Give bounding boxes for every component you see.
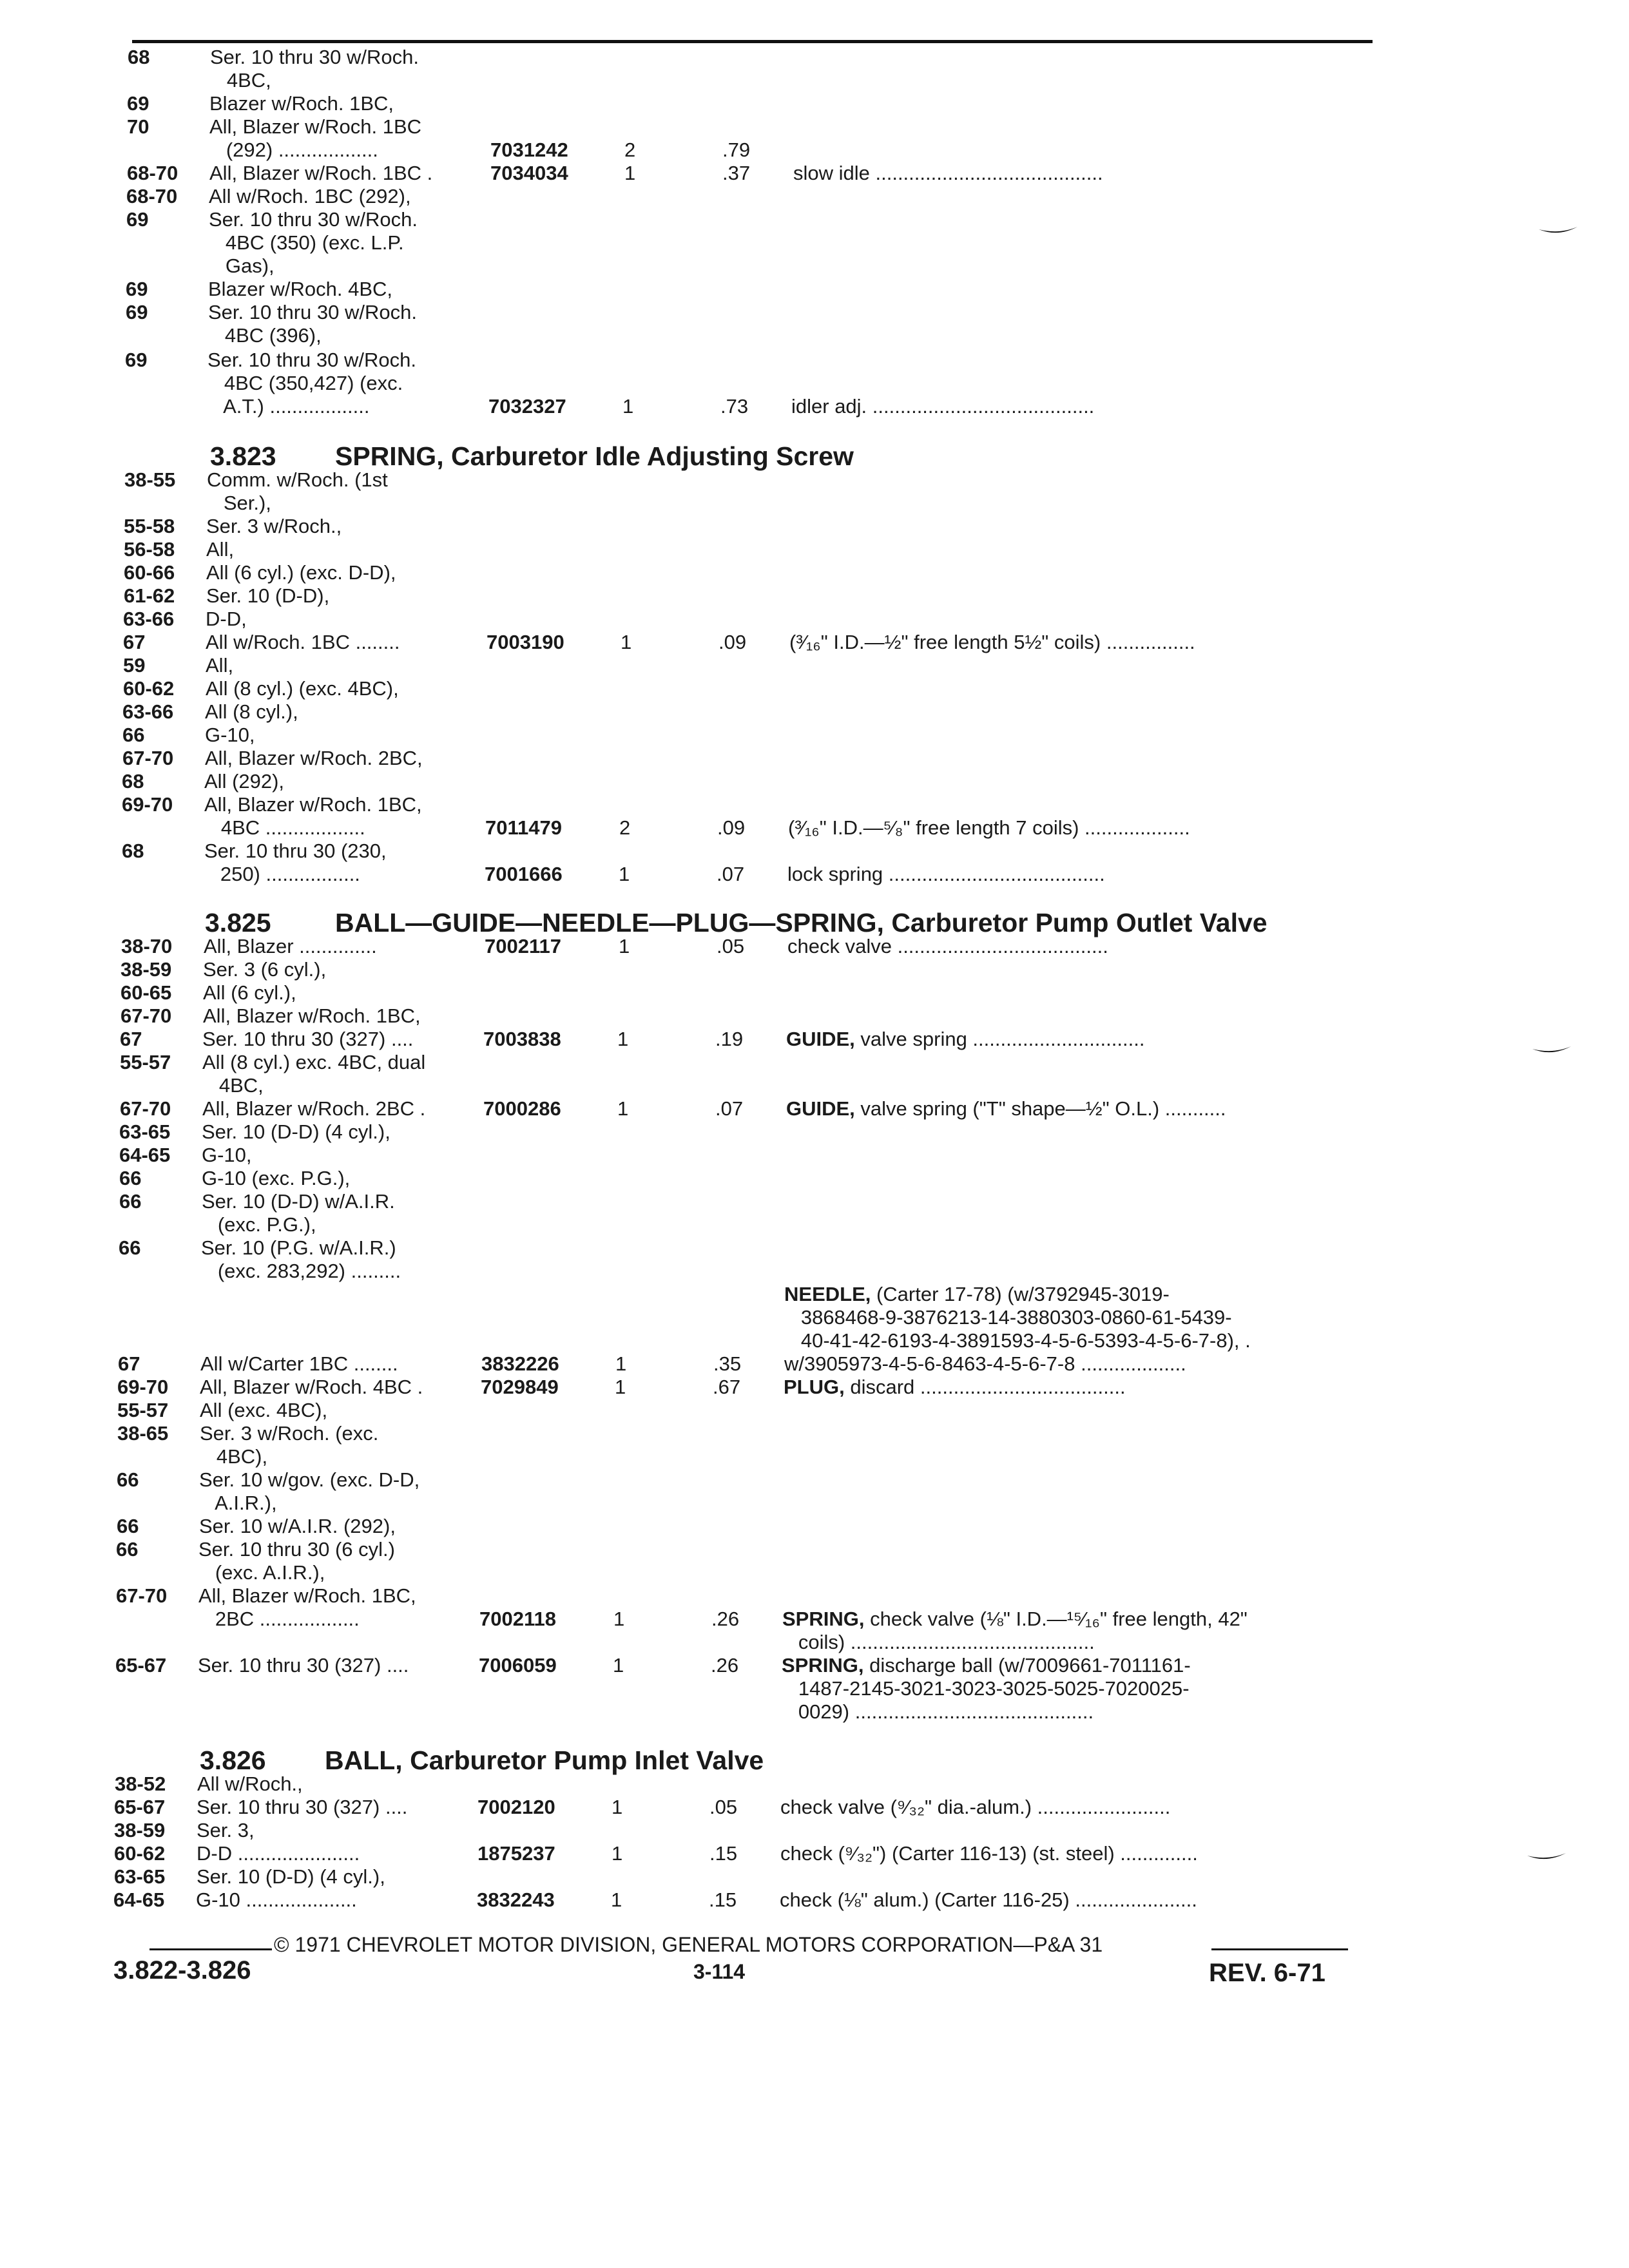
table-row — [0, 514, 1629, 540]
price: .07 — [715, 1097, 744, 1120]
quantity: 1 — [615, 1352, 627, 1375]
table-row — [0, 1166, 1629, 1192]
table-row — [0, 1259, 1629, 1285]
model-year: 68-70 — [126, 185, 178, 207]
application: All (6 cyl.) (exc. D-D), — [206, 561, 396, 584]
model-year: 69 — [125, 349, 148, 371]
model-year: 69-70 — [122, 793, 173, 816]
application: All w/Roch. 1BC ........ — [206, 631, 400, 653]
application: 4BC (350) (exc. L.P. — [209, 231, 404, 254]
table-row — [0, 45, 1629, 71]
model-year: 70 — [127, 115, 149, 138]
section-title: SPRING, Carburetor Idle Adjusting Screw — [335, 441, 854, 471]
application: Comm. w/Roch. (1st — [207, 468, 388, 491]
section-heading — [0, 441, 1629, 472]
application: All, Blazer w/Roch. 1BC, — [203, 1004, 421, 1027]
model-year: 63-65 — [119, 1120, 171, 1143]
table-row — [0, 1468, 1629, 1494]
part-number: 7011479 — [485, 816, 562, 839]
margin-mark-icon — [1539, 227, 1577, 236]
application: A.I.R.), — [199, 1492, 277, 1514]
model-year: 65-67 — [114, 1796, 166, 1818]
section-title: BALL—GUIDE—NEEDLE—PLUG—SPRING, Carburetor Pump Outlet Valve — [335, 908, 1268, 937]
table-row — [0, 1445, 1629, 1470]
application: Blazer w/Roch. 1BC, — [209, 92, 394, 115]
table-row — [0, 1282, 1629, 1308]
application: All, Blazer w/Roch. 2BC . — [202, 1097, 426, 1120]
application: Ser. 10 (D-D), — [206, 584, 330, 607]
part-number: 7002118 — [479, 1608, 556, 1630]
table-row — [0, 277, 1629, 303]
footer-page-number: 3-114 — [693, 1960, 746, 1983]
table-row — [0, 91, 1629, 117]
model-year: 61-62 — [124, 584, 175, 607]
application: All (8 cyl.), — [205, 700, 298, 723]
model-year: 67 — [118, 1352, 140, 1375]
application: Ser.), — [207, 492, 271, 514]
part-number: 1875237 — [477, 1842, 555, 1865]
model-year: 64-65 — [113, 1888, 165, 1911]
table-row — [0, 653, 1629, 679]
application: Ser. 10 (D-D) (4 cyl.), — [197, 1865, 385, 1888]
model-year: 68 — [128, 46, 150, 68]
model-year: 38-55 — [124, 468, 176, 491]
model-year: 67-70 — [120, 1004, 172, 1027]
table-row — [0, 1537, 1629, 1563]
application: D-D, — [206, 608, 247, 630]
price: .07 — [717, 863, 745, 885]
price: .09 — [717, 816, 746, 839]
application: 4BC, — [210, 69, 271, 91]
footer-section-range: 3.822-3.826 — [113, 1956, 251, 1984]
application: Ser. 10 thru 30 w/Roch. — [210, 46, 419, 68]
application: All w/Roch. 1BC (292), — [209, 185, 411, 207]
table-row — [0, 816, 1629, 841]
table-row — [0, 1584, 1629, 1610]
model-year: 66 — [119, 1190, 142, 1213]
model-year: 66 — [117, 1515, 139, 1537]
part-description: (³⁄₁₆" I.D.—½" free length 5½" coils) ................ — [789, 631, 1195, 653]
model-year: 67-70 — [116, 1584, 168, 1607]
table-row — [0, 934, 1629, 960]
table-row — [0, 184, 1629, 210]
part-number: 7003190 — [487, 631, 564, 653]
application: Ser. 10 w/A.I.R. (292), — [199, 1515, 396, 1537]
part-description: 40-41-42-6193-4-3891593-4-5-6-5393-4-5-6-7-8), . — [784, 1329, 1251, 1352]
application: G-10, — [202, 1144, 252, 1166]
application: All (8 cyl.) (exc. 4BC), — [206, 677, 399, 700]
table-row — [0, 254, 1629, 280]
application: All, Blazer .............. — [204, 935, 377, 957]
application: Ser. 10 thru 30 (327) .... — [197, 1796, 408, 1818]
model-year: 67 — [123, 631, 146, 653]
quantity: 1 — [622, 395, 634, 418]
application: 250) ................. — [204, 863, 360, 885]
part-description: GUIDE, valve spring ............................... — [786, 1028, 1145, 1050]
part-description: check valve (⁹⁄₃₂" dia.-alum.) ........................ — [780, 1796, 1171, 1818]
model-year: 38-65 — [117, 1422, 169, 1445]
model-year: 66 — [122, 724, 145, 746]
price: .26 — [711, 1608, 740, 1630]
section-number: 3.826 — [200, 1745, 266, 1775]
margin-mark-icon — [1527, 1853, 1566, 1862]
table-row — [0, 723, 1629, 749]
part-number: 7000286 — [483, 1097, 561, 1120]
application: G-10 (exc. P.G.), — [202, 1167, 351, 1189]
model-year: 66 — [116, 1538, 139, 1561]
table-row — [0, 1677, 1629, 1702]
margin-mark-icon — [1532, 1046, 1571, 1055]
application: 4BC (396), — [208, 324, 322, 347]
table-row — [0, 300, 1629, 326]
price: .79 — [722, 139, 751, 161]
section-heading — [0, 1745, 1629, 1776]
part-description: check (⅛" alum.) (Carter 116-25) ...................... — [780, 1888, 1197, 1911]
table-row — [0, 1375, 1629, 1401]
table-row — [0, 746, 1629, 772]
table-row — [0, 700, 1629, 726]
model-year: 69 — [127, 92, 149, 115]
application: (exc. 283,292) ......... — [201, 1260, 401, 1282]
model-year: 68-70 — [127, 162, 178, 184]
application: Ser. 3, — [197, 1819, 255, 1841]
price: .09 — [718, 631, 747, 653]
table-row — [0, 394, 1629, 420]
table-row — [0, 1841, 1629, 1867]
application: D-D ...................... — [197, 1842, 360, 1865]
footer-revision: REV. 6-71 — [1209, 1959, 1325, 1987]
application: 4BC, — [202, 1074, 264, 1097]
section-number: 3.825 — [205, 908, 271, 937]
part-description: (³⁄₁₆" I.D.—⁵⁄₈" free length 7 coils) ................... — [788, 816, 1190, 839]
price: .26 — [711, 1654, 739, 1677]
application: Ser. 10 thru 30 w/Roch. — [208, 301, 417, 323]
model-year: 68 — [122, 770, 144, 793]
table-row — [0, 1561, 1629, 1586]
table-row — [0, 677, 1629, 702]
price: .15 — [709, 1888, 737, 1911]
application: (exc. A.I.R.), — [198, 1561, 325, 1584]
application: Ser. 3 w/Roch., — [206, 515, 342, 537]
table-row — [0, 1050, 1629, 1076]
quantity: 1 — [613, 1608, 625, 1630]
application: All, Blazer w/Roch. 2BC, — [205, 747, 423, 769]
part-description: idler adj. ........................................ — [791, 395, 1095, 418]
model-year: 55-57 — [117, 1399, 169, 1421]
application: All (6 cyl.), — [203, 981, 296, 1004]
application: Ser. 10 (P.G. w/A.I.R.) — [201, 1236, 396, 1259]
model-year: 38-59 — [114, 1819, 166, 1841]
table-row — [0, 1491, 1629, 1517]
part-description: 0029) ........................................... — [782, 1700, 1094, 1723]
part-description: GUIDE, valve spring ("T" shape—½" O.L.) ........... — [786, 1097, 1226, 1120]
application: A.T.) .................. — [207, 395, 370, 418]
price: .19 — [715, 1028, 744, 1050]
table-row — [0, 348, 1629, 374]
section-number: 3.823 — [210, 441, 276, 471]
application: All, Blazer w/Roch. 1BC, — [204, 793, 422, 816]
model-year: 69 — [126, 301, 148, 323]
application: All, Blazer w/Roch. 4BC . — [200, 1376, 423, 1398]
table-row — [0, 1398, 1629, 1424]
model-year: 69-70 — [117, 1376, 169, 1398]
application: Ser. 10 thru 30 (327) .... — [198, 1654, 409, 1677]
part-description: slow idle ......................................... — [793, 162, 1103, 184]
price: .73 — [720, 395, 749, 418]
part-number: 7032327 — [488, 395, 566, 418]
part-description: SPRING, check valve (⅛" I.D.—¹⁵⁄₁₆" free length, 42" — [782, 1608, 1248, 1630]
price: .37 — [722, 162, 751, 184]
model-year: 65-67 — [115, 1654, 167, 1677]
quantity: 1 — [619, 935, 630, 957]
table-row — [0, 1236, 1629, 1262]
part-description: check (⁹⁄₃₂") (Carter 116-13) (st. steel) .............. — [780, 1842, 1198, 1865]
application: All w/Carter 1BC ........ — [200, 1352, 398, 1375]
table-row — [0, 862, 1629, 888]
table-row — [0, 793, 1629, 818]
section-heading — [0, 907, 1629, 938]
model-year: 66 — [119, 1236, 141, 1259]
application: All (292), — [204, 770, 285, 793]
application: (292) .................. — [209, 139, 378, 161]
table-row — [0, 1329, 1629, 1354]
model-year: 68 — [122, 840, 144, 862]
table-row — [0, 207, 1629, 233]
table-row — [0, 630, 1629, 656]
part-description: 3868468-9-3876213-14-3880303-0860-61-5439- — [784, 1306, 1232, 1329]
table-row — [0, 1630, 1629, 1656]
application: 4BC (350,427) (exc. — [207, 372, 403, 394]
table-row — [0, 584, 1629, 610]
table-row — [0, 161, 1629, 187]
table-row — [0, 115, 1629, 140]
application: 4BC .................. — [204, 816, 365, 839]
table-row — [0, 1865, 1629, 1890]
model-year: 67-70 — [122, 747, 174, 769]
model-year: 38-59 — [120, 958, 172, 981]
model-year: 60-62 — [123, 677, 175, 700]
table-row — [0, 1421, 1629, 1447]
application: Gas), — [209, 255, 275, 277]
application: Ser. 10 thru 30 w/Roch. — [209, 208, 418, 231]
part-number: 7029849 — [481, 1376, 559, 1398]
table-row — [0, 561, 1629, 586]
application: All, — [206, 538, 235, 561]
model-year: 67 — [120, 1028, 142, 1050]
part-number: 7002120 — [477, 1796, 555, 1818]
table-row — [0, 1607, 1629, 1633]
table-row — [0, 1795, 1629, 1821]
quantity: 1 — [615, 1376, 626, 1398]
price: .05 — [709, 1796, 738, 1818]
part-number: 7031242 — [490, 139, 568, 161]
application: 2BC .................. — [198, 1608, 360, 1630]
part-description: w/3905973-4-5-6-8463-4-5-6-7-8 ................... — [784, 1352, 1186, 1375]
table-row — [0, 371, 1629, 397]
model-year: 66 — [117, 1468, 139, 1491]
price: .67 — [713, 1376, 741, 1398]
section-title: BALL, Carburetor Pump Inlet Valve — [325, 1745, 764, 1775]
part-description: 1487-2145-3021-3023-3025-5025-7020025- — [782, 1677, 1190, 1700]
part-description: lock spring ....................................... — [787, 863, 1105, 885]
part-number: 3832243 — [477, 1888, 555, 1911]
table-row — [0, 1004, 1629, 1030]
model-year: 55-58 — [124, 515, 175, 537]
application: Blazer w/Roch. 4BC, — [208, 278, 392, 300]
model-year: 38-52 — [115, 1773, 166, 1795]
table-row — [0, 1772, 1629, 1798]
application: Ser. 10 w/gov. (exc. D-D, — [199, 1468, 420, 1491]
table-row — [0, 839, 1629, 865]
part-number: 7006059 — [479, 1654, 557, 1677]
part-number: 7034034 — [490, 162, 568, 184]
price: .35 — [713, 1352, 742, 1375]
quantity: 2 — [619, 816, 631, 839]
table-row — [0, 1305, 1629, 1331]
application: Ser. 10 (D-D) w/A.I.R. — [202, 1190, 395, 1213]
table-row — [0, 468, 1629, 494]
table-row — [0, 1213, 1629, 1238]
model-year: 63-66 — [122, 700, 174, 723]
table-row — [0, 1514, 1629, 1540]
model-year: 60-66 — [124, 561, 175, 584]
table-row — [0, 1097, 1629, 1122]
application: All (8 cyl.) exc. 4BC, dual — [202, 1051, 426, 1073]
application: (exc. P.G.), — [201, 1213, 316, 1236]
table-row — [0, 1653, 1629, 1679]
application: All, Blazer w/Roch. 1BC, — [198, 1584, 416, 1607]
table-row — [0, 607, 1629, 633]
table-row — [0, 769, 1629, 795]
model-year: 63-66 — [123, 608, 175, 630]
application: G-10, — [205, 724, 255, 746]
quantity: 1 — [613, 1654, 624, 1677]
table-row — [0, 1120, 1629, 1146]
model-year: 56-58 — [124, 538, 175, 561]
part-number: 7001666 — [485, 863, 563, 885]
table-row — [0, 231, 1629, 256]
table-row — [0, 138, 1629, 164]
quantity: 1 — [624, 162, 636, 184]
quantity: 1 — [612, 1796, 623, 1818]
model-year: 66 — [119, 1167, 142, 1189]
table-row — [0, 1352, 1629, 1378]
application: Ser. 10 thru 30 (6 cyl.) — [198, 1538, 395, 1561]
model-year: 60-62 — [114, 1842, 166, 1865]
part-description: PLUG, discard ..................................... — [784, 1376, 1126, 1398]
table-row — [0, 1700, 1629, 1725]
quantity: 2 — [624, 139, 636, 161]
table-row — [0, 323, 1629, 349]
quantity: 1 — [621, 631, 632, 653]
application: All w/Roch., — [197, 1773, 303, 1795]
model-year: 59 — [123, 654, 146, 677]
table-row — [0, 491, 1629, 517]
price: .15 — [709, 1842, 738, 1865]
quantity: 1 — [611, 1888, 622, 1911]
table-row — [0, 1818, 1629, 1844]
application: Ser. 10 thru 30 (327) .... — [202, 1028, 414, 1050]
top-rule — [132, 40, 1373, 43]
part-description: coils) ............................................ — [782, 1631, 1095, 1653]
application: 4BC), — [200, 1445, 268, 1468]
table-row — [0, 68, 1629, 94]
application: Ser. 3 w/Roch. (exc. — [200, 1422, 379, 1445]
table-row — [0, 1143, 1629, 1169]
model-year: 60-65 — [120, 981, 172, 1004]
application: G-10 .................... — [196, 1888, 357, 1911]
model-year: 38-70 — [121, 935, 173, 957]
model-year: 55-57 — [120, 1051, 171, 1073]
table-row — [0, 537, 1629, 563]
footer-rule-right — [1211, 1948, 1348, 1950]
application: Ser. 10 thru 30 w/Roch. — [207, 349, 416, 371]
price: .05 — [717, 935, 745, 957]
application: All, — [206, 654, 234, 677]
table-row — [0, 1073, 1629, 1099]
model-year: 67-70 — [120, 1097, 171, 1120]
quantity: 1 — [617, 1028, 629, 1050]
quantity: 1 — [612, 1842, 623, 1865]
application: Ser. 10 (D-D) (4 cyl.), — [202, 1120, 390, 1143]
table-row — [0, 957, 1629, 983]
model-year: 69 — [126, 278, 148, 300]
table-row — [0, 1189, 1629, 1215]
part-description: NEEDLE, (Carter 17-78) (w/3792945-3019- — [784, 1283, 1170, 1305]
application: All, Blazer w/Roch. 1BC — [209, 115, 422, 138]
application: Ser. 3 (6 cyl.), — [203, 958, 327, 981]
quantity: 1 — [617, 1097, 629, 1120]
model-year: 69 — [126, 208, 149, 231]
application: All, Blazer w/Roch. 1BC . — [209, 162, 433, 184]
part-description: SPRING, discharge ball (w/7009661-7011161- — [782, 1654, 1191, 1677]
part-description: check valve ...................................... — [787, 935, 1108, 957]
application: All (exc. 4BC), — [200, 1399, 328, 1421]
part-number: 7002117 — [485, 935, 561, 957]
part-number: 3832226 — [481, 1352, 559, 1375]
application: Ser. 10 thru 30 (230, — [204, 840, 387, 862]
quantity: 1 — [619, 863, 630, 885]
model-year: 63-65 — [114, 1865, 166, 1888]
part-number: 7003838 — [483, 1028, 561, 1050]
table-row — [0, 1027, 1629, 1053]
footer-copyright: © 1971 CHEVROLET MOTOR DIVISION, GENERAL MOTORS CORPORATION—P&A 31 — [274, 1933, 1103, 1956]
footer-rule-left — [149, 1948, 272, 1950]
table-row — [0, 981, 1629, 1006]
table-row — [0, 1888, 1629, 1914]
model-year: 64-65 — [119, 1144, 171, 1166]
